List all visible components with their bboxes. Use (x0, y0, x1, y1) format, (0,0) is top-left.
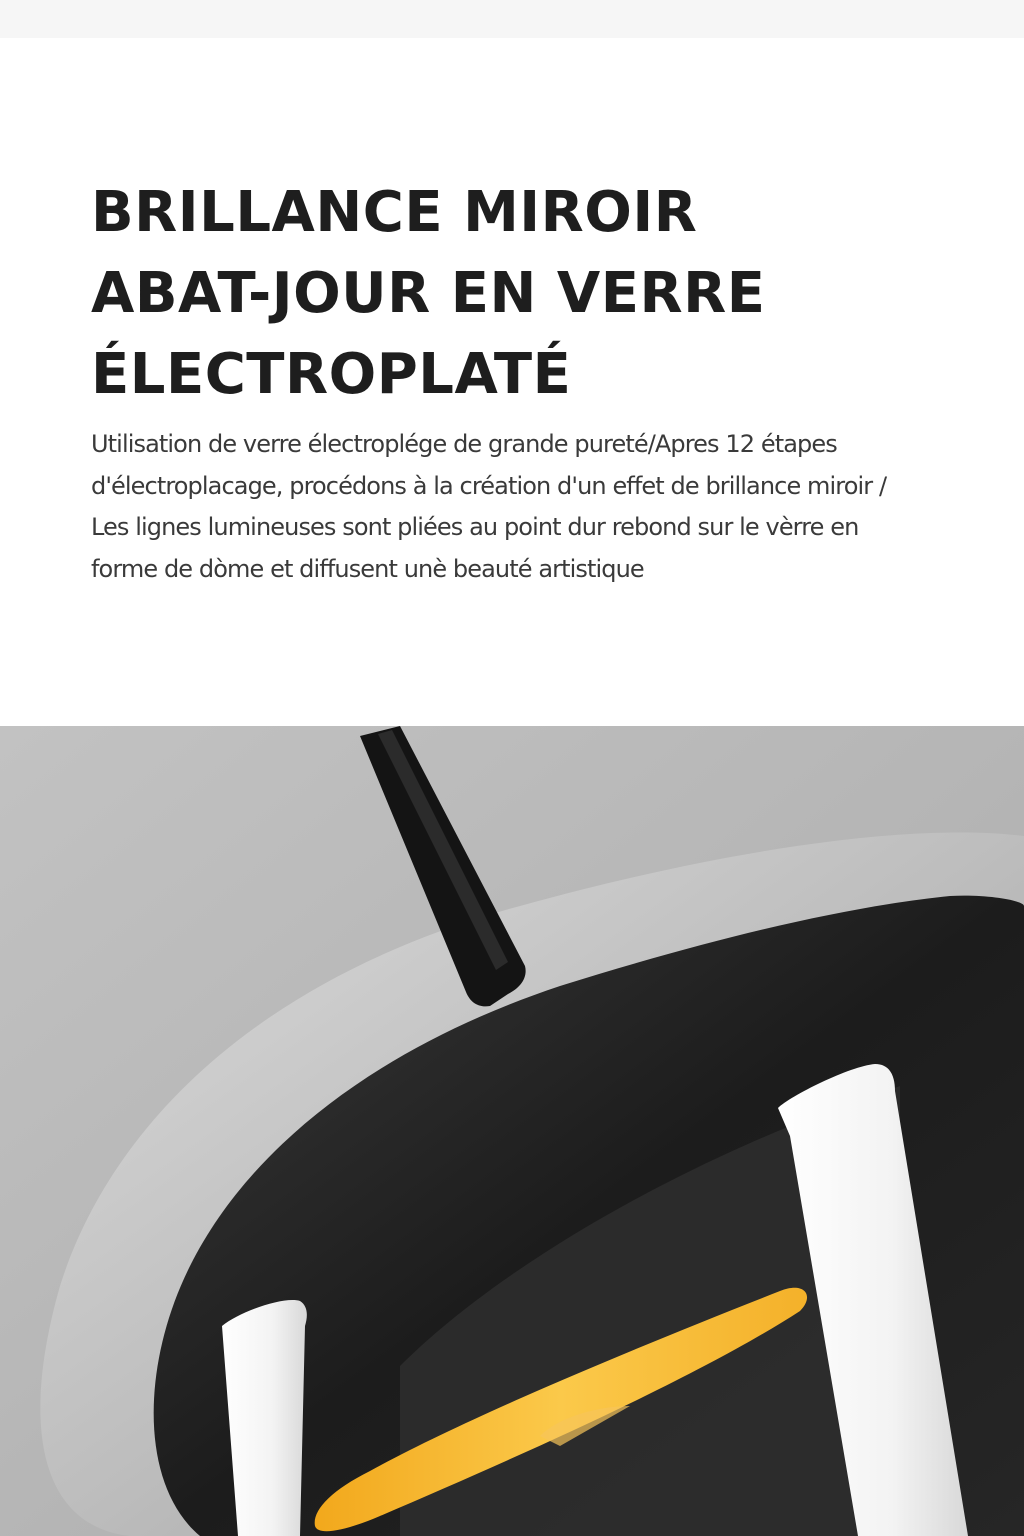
title-line-3: ÉLECTROPLATÉ (91, 342, 572, 407)
title-line-1: BRILLANCE MIROIR (91, 180, 698, 245)
product-description: Utilisation de verre électroplége de grande pureté/Apres 12 étapes d'électroplacage, procédons à la création d'un effet de brillance miroir / Les lignes lumineuses sont pliées au point dur rebond sur le vèrre en forme de dòme et diffusent unè beauté artistique (91, 430, 887, 583)
page-title (91, 172, 971, 415)
product-photo (0, 726, 1024, 1536)
title-line-2: ABAT-JOUR EN VERRE (91, 261, 766, 326)
top-strip (0, 0, 1024, 38)
pendant-lamp-photo (0, 726, 1024, 1536)
